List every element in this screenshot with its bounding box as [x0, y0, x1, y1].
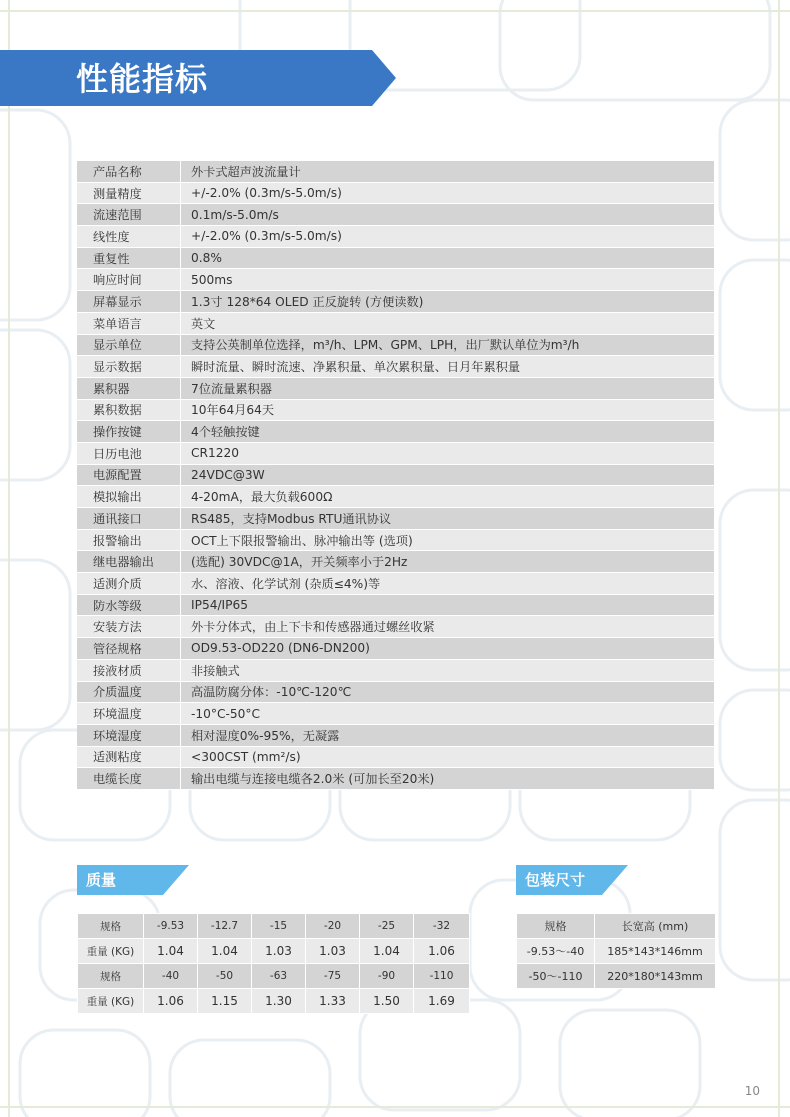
- spec-value: <300CST (mm²/s): [181, 746, 715, 768]
- spec-row: [77, 226, 714, 248]
- spec-label: 介质温度: [77, 681, 181, 703]
- spec-row: [77, 356, 714, 378]
- spec-label: 模拟输出: [77, 486, 181, 508]
- spec-label: 环境温度: [77, 703, 181, 725]
- spec-label: 管径规格: [77, 638, 181, 660]
- spec-label: 屏幕显示: [77, 291, 181, 313]
- spec-row: [77, 551, 714, 573]
- spec-label: 报警输出: [77, 529, 181, 551]
- spec-row: [77, 161, 714, 182]
- spec-row: [77, 182, 714, 204]
- spec-label: 菜单语言: [77, 312, 181, 334]
- spec-label: 线性度: [77, 226, 181, 248]
- package-section-title: 包装尺寸: [525, 871, 586, 889]
- spec-label: 测量精度: [77, 182, 181, 204]
- package-row: [517, 939, 716, 964]
- frame-line-top: [0, 10, 790, 12]
- package-cell: -50～-110: [517, 964, 595, 989]
- spec-row: [77, 421, 714, 443]
- spec-label: 重复性: [77, 247, 181, 269]
- spec-row: [77, 573, 714, 595]
- frame-line-bottom: [0, 1106, 790, 1108]
- spec-label: 电源配置: [77, 464, 181, 486]
- spec-label: 日历电池: [77, 442, 181, 464]
- spec-value: 支持公英制单位选择，m³/h、LPM、GPM、LPH，出厂默认单位为m³/h: [181, 334, 715, 356]
- spec-row: [77, 594, 714, 616]
- weight-cell: 1.06: [414, 939, 470, 964]
- spec-row: [77, 724, 714, 746]
- weight-cell: -12.7: [198, 914, 252, 939]
- weight-cell: -90: [360, 964, 414, 989]
- spec-value: 10年64月64天: [181, 399, 715, 421]
- spec-table: [77, 161, 714, 790]
- weight-row-label: 规格: [78, 964, 144, 989]
- spec-row: [77, 247, 714, 269]
- frame-line-left: [8, 0, 10, 1117]
- weight-cell: 1.69: [414, 989, 470, 1014]
- spec-row: [77, 746, 714, 768]
- spec-value: (选配) 30VDC@1A，开关频率小于2Hz: [181, 551, 715, 573]
- spec-row: [77, 681, 714, 703]
- weight-cell: -50: [198, 964, 252, 989]
- spec-label: 适测介质: [77, 573, 181, 595]
- spec-value: IP54/IP65: [181, 594, 715, 616]
- page-number: 10: [744, 1084, 760, 1098]
- weight-row-label: 规格: [78, 914, 144, 939]
- spec-row: [77, 204, 714, 226]
- weight-cell: -40: [144, 964, 198, 989]
- spec-value: 4个轻触按键: [181, 421, 715, 443]
- spec-row: [77, 464, 714, 486]
- spec-label: 适测粘度: [77, 746, 181, 768]
- spec-row: [77, 334, 714, 356]
- spec-row: [77, 616, 714, 638]
- spec-label: 累积器: [77, 377, 181, 399]
- package-header-row: [517, 914, 716, 939]
- spec-value: 1.3寸 128*64 OLED 正反旋转 (方便读数): [181, 291, 715, 313]
- package-cell: 220*180*143mm: [595, 964, 716, 989]
- spec-value: 0.1m/s-5.0m/s: [181, 204, 715, 226]
- spec-row: [77, 269, 714, 291]
- spec-row: [77, 442, 714, 464]
- weight-cell: 1.30: [252, 989, 306, 1014]
- spec-value: CR1220: [181, 442, 715, 464]
- spec-label: 响应时间: [77, 269, 181, 291]
- weight-cell: 1.03: [252, 939, 306, 964]
- spec-row: [77, 638, 714, 660]
- weight-cell: 1.04: [144, 939, 198, 964]
- weight-row: [78, 989, 470, 1014]
- spec-row: [77, 312, 714, 334]
- spec-row: [77, 377, 714, 399]
- weight-cell: -9.53: [144, 914, 198, 939]
- spec-label: 通讯接口: [77, 508, 181, 530]
- spec-row: [77, 659, 714, 681]
- package-row: [517, 964, 716, 989]
- weight-cell: 1.03: [306, 939, 360, 964]
- spec-value: 0.8%: [181, 247, 715, 269]
- weight-cell: 1.06: [144, 989, 198, 1014]
- package-header-cell: 规格: [517, 914, 595, 939]
- spec-value: 外卡分体式，由上下卡和传感器通过螺丝收紧: [181, 616, 715, 638]
- package-cell: 185*143*146mm: [595, 939, 716, 964]
- spec-row: [77, 399, 714, 421]
- spec-label: 显示单位: [77, 334, 181, 356]
- weight-cell: -32: [414, 914, 470, 939]
- weight-cell: 1.50: [360, 989, 414, 1014]
- spec-value: +/-2.0% (0.3m/s-5.0m/s): [181, 182, 715, 204]
- weight-cell: -75: [306, 964, 360, 989]
- page-title: 性能指标: [76, 60, 209, 98]
- weight-section-title: 质量: [86, 871, 117, 889]
- spec-value: 24VDC@3W: [181, 464, 715, 486]
- spec-value: 输出电缆与连接电缆各2.0米 (可加长至20米): [181, 768, 715, 790]
- spec-label: 显示数据: [77, 356, 181, 378]
- spec-label: 接液材质: [77, 659, 181, 681]
- weight-cell: -63: [252, 964, 306, 989]
- spec-value: 外卡式超声波流量计: [181, 161, 715, 182]
- spec-value: 4-20mA，最大负载600Ω: [181, 486, 715, 508]
- spec-row: [77, 768, 714, 790]
- weight-cell: 1.33: [306, 989, 360, 1014]
- spec-row: [77, 508, 714, 530]
- weight-row-label: 重量 (KG): [78, 939, 144, 964]
- weight-cell: -25: [360, 914, 414, 939]
- package-header-cell: 长宽高 (mm): [595, 914, 716, 939]
- spec-label: 继电器输出: [77, 551, 181, 573]
- weight-cell: 1.15: [198, 989, 252, 1014]
- weight-row: [78, 939, 470, 964]
- spec-value: 英文: [181, 312, 715, 334]
- spec-value: +/-2.0% (0.3m/s-5.0m/s): [181, 226, 715, 248]
- spec-value: RS485，支持Modbus RTU通讯协议: [181, 508, 715, 530]
- spec-label: 电缆长度: [77, 768, 181, 790]
- weight-cell: -15: [252, 914, 306, 939]
- spec-label: 环境湿度: [77, 724, 181, 746]
- weight-row: [78, 964, 470, 989]
- spec-label: 安装方法: [77, 616, 181, 638]
- spec-value: 500ms: [181, 269, 715, 291]
- weight-row: [78, 914, 470, 939]
- spec-label: 累积数据: [77, 399, 181, 421]
- spec-value: 相对湿度0%-95%，无凝露: [181, 724, 715, 746]
- spec-value: OCT上下限报警输出、脉冲输出等 (选项): [181, 529, 715, 551]
- spec-value: -10°C-50°C: [181, 703, 715, 725]
- package-table: [516, 913, 716, 989]
- spec-row: [77, 703, 714, 725]
- frame-line-right: [778, 0, 780, 1117]
- weight-cell: 1.04: [360, 939, 414, 964]
- weight-row-label: 重量 (KG): [78, 989, 144, 1014]
- spec-value: 非接触式: [181, 659, 715, 681]
- weight-table: [77, 913, 470, 1014]
- weight-cell: 1.04: [198, 939, 252, 964]
- spec-value: 7位流量累积器: [181, 377, 715, 399]
- package-cell: -9.53～-40: [517, 939, 595, 964]
- spec-value: OD9.53-OD220 (DN6-DN200): [181, 638, 715, 660]
- spec-label: 产品名称: [77, 161, 181, 182]
- spec-row: [77, 529, 714, 551]
- spec-label: 流速范围: [77, 204, 181, 226]
- spec-value: 瞬时流量、瞬时流速、净累积量、单次累积量、日月年累积量: [181, 356, 715, 378]
- spec-value: 高温防腐分体：-10℃-120℃: [181, 681, 715, 703]
- spec-value: 水、溶液、化学试剂 (杂质≤4%)等: [181, 573, 715, 595]
- spec-label: 防水等级: [77, 594, 181, 616]
- spec-row: [77, 291, 714, 313]
- spec-label: 操作按键: [77, 421, 181, 443]
- weight-cell: -20: [306, 914, 360, 939]
- spec-row: [77, 486, 714, 508]
- weight-cell: -110: [414, 964, 470, 989]
